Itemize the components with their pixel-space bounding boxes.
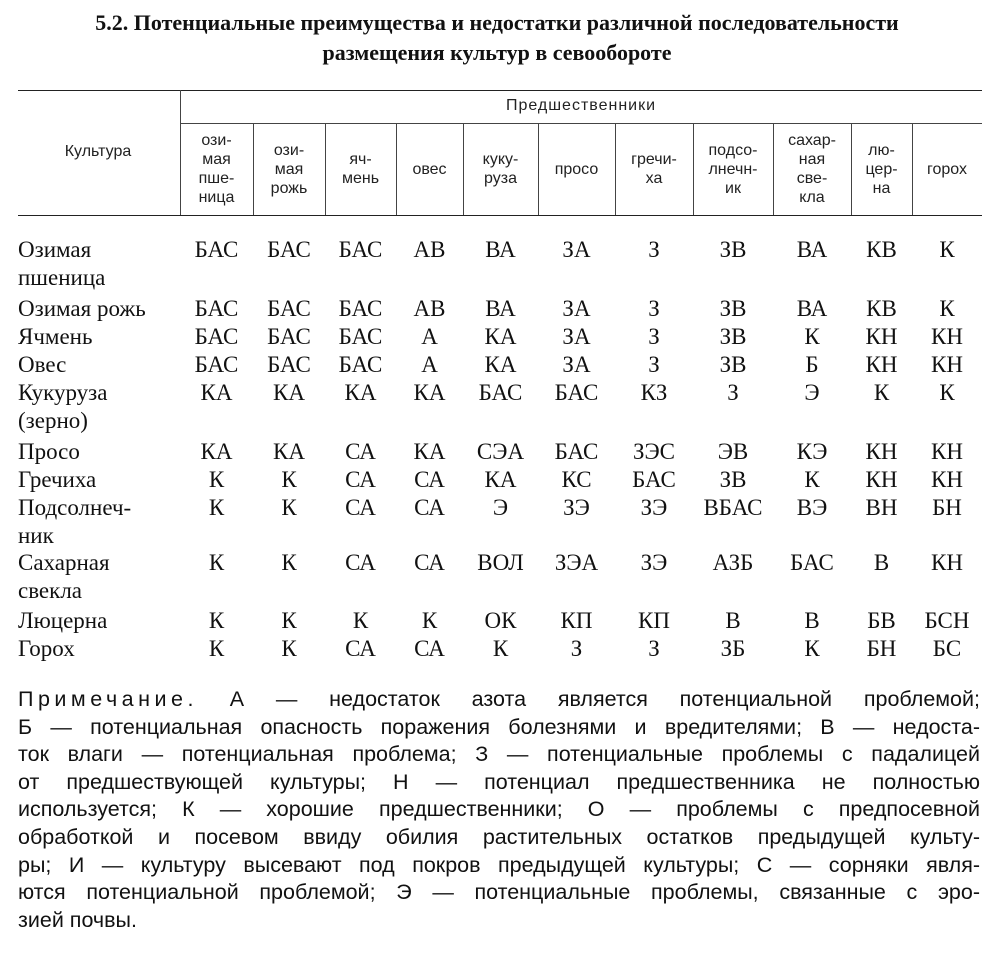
note-line: от предшествующей культуры; Н — потенциал предшественника не полностью [18, 769, 980, 794]
table-cell: БАС [338, 352, 383, 377]
table-row [0, 295, 994, 323]
table-cell: З [570, 636, 583, 661]
predecessor-column-header [325, 150, 396, 188]
table-cell: К [281, 550, 297, 575]
table-cell: В [873, 550, 890, 575]
header-line: на [872, 179, 891, 197]
header-line: гречи- [631, 151, 677, 168]
crop-name: Просо [18, 439, 80, 464]
note-line: ры; И — культуру высевают под покров предыдущей культуры; С — сорняки явля- [18, 852, 980, 877]
note-line: зией почвы. [18, 907, 137, 932]
table-cell: БАС [338, 296, 383, 321]
table-cell: К [804, 636, 820, 661]
table-cell: БАС [554, 380, 599, 405]
table-row [0, 549, 994, 603]
table-cell: БАС [338, 324, 383, 349]
table-cell: КА [413, 380, 446, 405]
table-cell: КА [484, 324, 517, 349]
table-cell: К [281, 467, 297, 492]
header-line: яч- [349, 151, 372, 168]
header-line: подсо- [708, 141, 758, 159]
predecessor-column-header [396, 160, 463, 179]
table-cell: СА [414, 495, 445, 520]
predecessor-column-header [253, 141, 325, 198]
table-cell: КА [413, 439, 446, 464]
table-cell: КА [200, 439, 233, 464]
predecessors-header: Предшественники [505, 97, 657, 114]
table-cell: СА [345, 439, 376, 464]
note-line: обработкой и посевом ввиду обилия растительных остатков предыдущей культу- [18, 824, 980, 849]
header-line: ози- [201, 132, 232, 149]
table-cell: К [208, 636, 225, 661]
table-cell: КА [200, 380, 233, 405]
table-cell: КП [560, 608, 593, 633]
table-top-rule [18, 90, 982, 91]
table-cell: БАС [554, 439, 599, 464]
crop-name: Люцерна [18, 608, 108, 633]
predecessor-column-header [773, 131, 851, 207]
table-cell: КА [273, 439, 305, 464]
note-line: используется; К — хорошие предшественники; О — проблемы с предпосевной [18, 797, 980, 822]
table-cell: КА [484, 467, 517, 492]
table-cell: А [421, 352, 438, 377]
header-line: руза [484, 170, 517, 187]
table-cell: БАС [194, 352, 239, 377]
table-cell: ЗВ [719, 467, 747, 492]
table-cell: ВА [796, 296, 828, 321]
table-cell: К [873, 380, 890, 405]
table-cell: БАС [267, 352, 311, 377]
table-row [0, 438, 994, 466]
note-line: Б — потенциальная опасность поражения болезнями и вредителями; В — недоста- [18, 714, 980, 739]
table-cell: КА [344, 380, 377, 405]
header-line: лю- [868, 141, 895, 159]
table-cell: К [421, 608, 438, 633]
table-note [18, 686, 980, 934]
table-cell: К [804, 467, 820, 492]
crop-name: (зерно) [18, 408, 88, 433]
table-cell: КА [484, 352, 517, 377]
table-cell: КН [931, 550, 963, 575]
table-cell: БН [866, 636, 897, 661]
table-cell: ЭВ [717, 439, 749, 464]
predecessor-column-header [615, 150, 693, 188]
header-line: сахар- [788, 132, 836, 149]
table-cell: ЗА [562, 324, 591, 349]
table-cell: СА [414, 467, 445, 492]
crop-name: свекла [18, 578, 83, 603]
crop-name: Гречиха [18, 467, 97, 492]
table-cell: ВА [796, 237, 828, 262]
table-cell: БАС [194, 324, 239, 349]
table-cell: СА [414, 636, 445, 661]
table-cell: ВЭ [796, 495, 828, 520]
table-cell: К [939, 380, 955, 405]
table-cell: КН [865, 467, 898, 492]
table-cell: СА [345, 550, 376, 575]
table-cell: Э [804, 380, 820, 405]
predecessor-column-header [851, 141, 912, 198]
table-cell: АВ [413, 296, 446, 321]
table-cell: ЗА [562, 296, 591, 321]
crop-name: Ячмень [18, 324, 93, 349]
table-cell: СЭА [476, 439, 525, 464]
header-line: пше- [198, 170, 235, 187]
table-cell: КН [865, 324, 898, 349]
crop-name: Кукуруза [18, 380, 108, 405]
table-cell: К [208, 608, 225, 633]
table-cell: ЗЭС [632, 439, 676, 464]
table-cell: ЗЭ [640, 550, 668, 575]
note-line: ются потенциальной проблемой; Э — потенциальные проблемы, связанные с эро- [18, 880, 980, 905]
table-cell: БАС [267, 237, 311, 262]
table-cell: КС [561, 467, 592, 492]
header-line: све- [796, 170, 828, 187]
table-cell: КЗ [640, 380, 668, 405]
table-cell: ЗЭ [563, 495, 590, 520]
header-line: овес [412, 160, 447, 178]
table-cell: БАС [267, 324, 311, 349]
table-cell: АВ [413, 237, 446, 262]
header-line: лнечн- [708, 160, 758, 178]
table-cell: З [727, 380, 739, 405]
predecessors-underline [180, 123, 982, 124]
table-cell: БАС [790, 550, 834, 575]
table-cell: З [648, 352, 660, 377]
table-title [0, 8, 994, 68]
table-cell: БС [932, 636, 962, 661]
table-row [0, 323, 994, 351]
table-cell: ВБАС [703, 495, 763, 520]
crop-name: пшеница [18, 265, 106, 290]
table-cell: БАС [267, 296, 311, 321]
table-cell: К [939, 237, 955, 262]
crop-name: Овес [18, 352, 67, 377]
table-cell: В [804, 608, 820, 633]
table-cell: КП [638, 608, 670, 633]
table-cell: ЗЭА [554, 550, 599, 575]
table-cell: ЗВ [719, 324, 747, 349]
table-cell: БСН [924, 608, 970, 633]
crop-name: Подсолнеч- [18, 495, 132, 520]
table-cell: СА [345, 636, 376, 661]
table-cell: КН [865, 352, 898, 377]
table-row [0, 466, 994, 494]
table-cell: ЗЭ [640, 495, 668, 520]
table-row [0, 494, 994, 548]
table-cell: БАС [194, 237, 239, 262]
predecessor-column-header [538, 160, 615, 179]
table-cell: КА [273, 380, 305, 405]
predecessor-column-header [912, 160, 982, 179]
table-cell: АЗБ [712, 550, 754, 575]
table-cell: К [281, 495, 297, 520]
table-cell: К [208, 550, 225, 575]
crop-name: ник [18, 523, 54, 548]
header-line: цер- [865, 160, 898, 178]
header-line: ози- [273, 141, 305, 159]
table-cell: ЗБ [720, 636, 746, 661]
header-line: ха [645, 170, 663, 187]
table-row [0, 236, 994, 290]
note-line: Примечание. А — недостаток азота является потенциальной проблемой; [18, 687, 980, 711]
table-row [0, 379, 994, 433]
header-line: мая [202, 151, 231, 168]
predecessor-column-header [180, 131, 253, 207]
table-cell: БАС [478, 380, 523, 405]
table-cell: В [725, 608, 741, 633]
table-cell: К [804, 324, 820, 349]
predecessor-column-header [463, 150, 538, 188]
crop-name: Горох [18, 636, 75, 661]
title-line-2: размещения культур в севообороте [322, 40, 672, 65]
table-cell: КН [931, 352, 963, 377]
table-cell: К [281, 636, 297, 661]
crop-column-header: Культура [64, 143, 132, 160]
header-line: мень [341, 170, 380, 187]
table-cell: СА [414, 550, 445, 575]
table-cell: КН [931, 439, 963, 464]
table-row [0, 351, 994, 379]
header-line: просо [554, 160, 599, 178]
table-cell: К [208, 467, 225, 492]
table-cell: КВ [866, 237, 897, 262]
table-cell: А [421, 324, 438, 349]
table-cell: КЭ [796, 439, 828, 464]
table-cell: БАС [338, 237, 383, 262]
predecessor-column-header [693, 141, 773, 198]
table-cell: ЗВ [719, 352, 747, 377]
table-cell: СА [345, 467, 376, 492]
table-cell: ЗВ [719, 237, 747, 262]
header-line: мая [274, 160, 304, 178]
table-cell: ВА [485, 296, 516, 321]
table-cell: К [208, 495, 225, 520]
crop-name: Озимая рожь [18, 296, 146, 321]
table-cell: КН [931, 324, 963, 349]
table-cell: ВН [865, 495, 898, 520]
table-cell: З [648, 324, 660, 349]
table-cell: К [281, 608, 297, 633]
header-line: ик [725, 179, 741, 197]
table-cell: ЗА [562, 237, 591, 262]
header-line: рожь [270, 179, 308, 197]
table-cell: КН [865, 439, 898, 464]
table-cell: К [352, 608, 369, 633]
table-cell: ВОЛ [477, 550, 524, 575]
table-cell: К [939, 296, 955, 321]
table-cell: КН [931, 467, 963, 492]
header-bottom-rule [18, 215, 982, 216]
table-cell: З [648, 237, 660, 262]
table-cell: З [648, 636, 660, 661]
header-line: ная [798, 151, 826, 168]
table-cell: Э [492, 495, 509, 520]
header-line: горох [927, 160, 967, 178]
table-cell: БАС [632, 467, 676, 492]
table-cell: ОК [484, 608, 517, 633]
title-line-1: 5.2. Потенциальные преимущества и недостатки различной последовательности [95, 10, 899, 35]
crop-name: Озимая [18, 237, 92, 262]
header-line: куку- [482, 151, 519, 168]
table-row [0, 607, 994, 635]
table-cell: ЗВ [719, 296, 747, 321]
table-row [0, 635, 994, 663]
crop-name: Сахарная [18, 550, 110, 575]
header-line: ница [198, 189, 235, 206]
table-cell: БВ [867, 608, 896, 633]
table-cell: СА [345, 495, 376, 520]
table-cell: ВА [485, 237, 516, 262]
note-line: ток влаги — потенциальная проблема; З — потенциальные проблемы с падалицей [18, 742, 980, 767]
table-cell: Б [805, 352, 819, 377]
table-cell: БАС [194, 296, 239, 321]
note-label: Примечание. [18, 687, 198, 711]
table-cell: ЗА [562, 352, 591, 377]
table-cell: БН [932, 495, 962, 520]
header-line: кла [799, 189, 825, 206]
table-cell: КВ [866, 296, 897, 321]
table-cell: К [492, 636, 509, 661]
table-cell: З [648, 296, 660, 321]
